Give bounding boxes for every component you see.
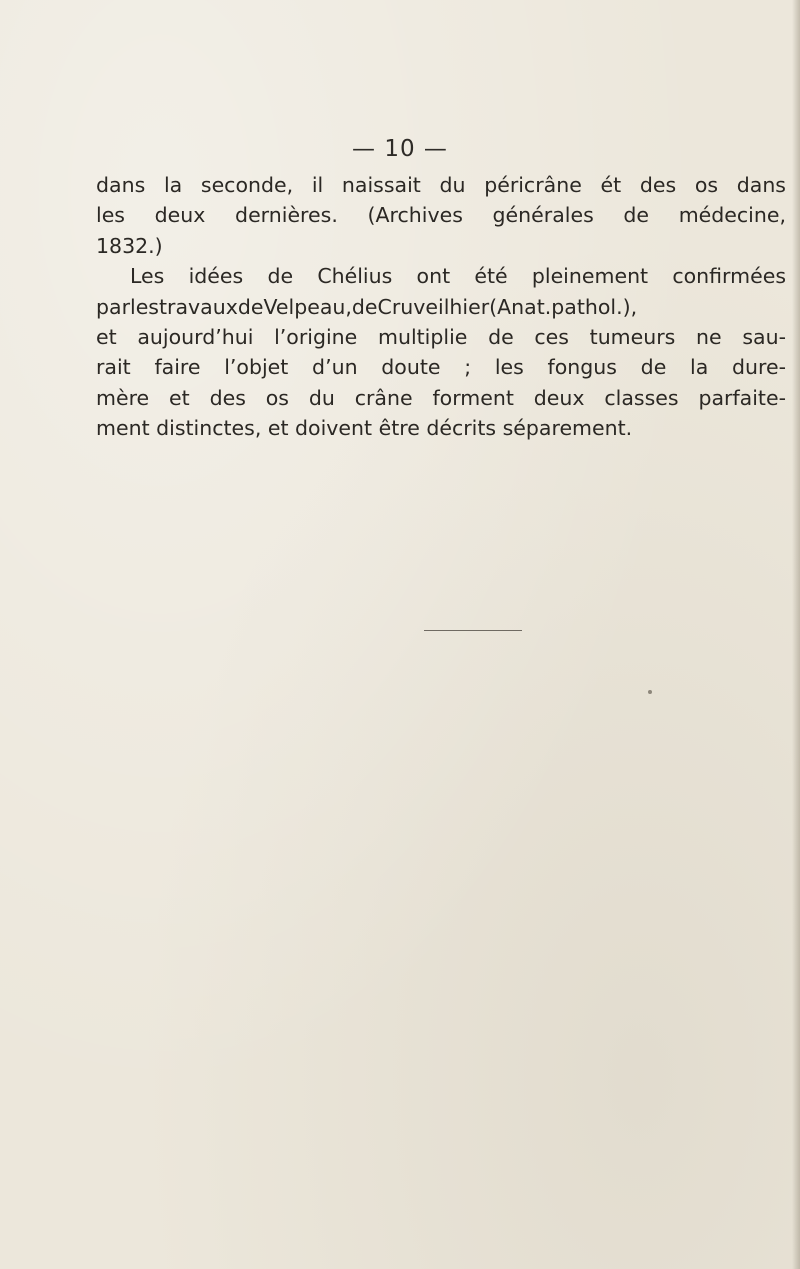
text-line-4: Les idées de Chélius ont été pleinement confirmées xyxy=(130,264,786,289)
section-divider-rule xyxy=(424,630,522,631)
text-line-3: 1832.) xyxy=(96,233,163,258)
page-edge-shadow xyxy=(792,0,800,1269)
text-line-1: dans la seconde, il naissait du péricrâne ét des os dans xyxy=(96,173,786,197)
text-line-9: ment distinctes, et doivent être décrits séparement. xyxy=(96,416,633,441)
text-line-2: les deux dernières. (Archives générales de médecine, xyxy=(96,203,786,228)
page-number: — 10 — xyxy=(352,136,448,162)
text-line-7: rait faire l’objet d’un doute ; les fongus de la dure- xyxy=(96,355,786,380)
body-text xyxy=(96,170,786,444)
text-line-6: et aujourd’hui l’origine multiplie de ces tumeurs ne sau- xyxy=(96,325,786,350)
text-line-5: parlestravauxdeVelpeau,deCruveilhier(Anat.pathol.), xyxy=(96,294,638,319)
paper-spot xyxy=(648,690,652,694)
text-line-8: mère et des os du crâne forment deux classes parfaite- xyxy=(96,385,786,410)
